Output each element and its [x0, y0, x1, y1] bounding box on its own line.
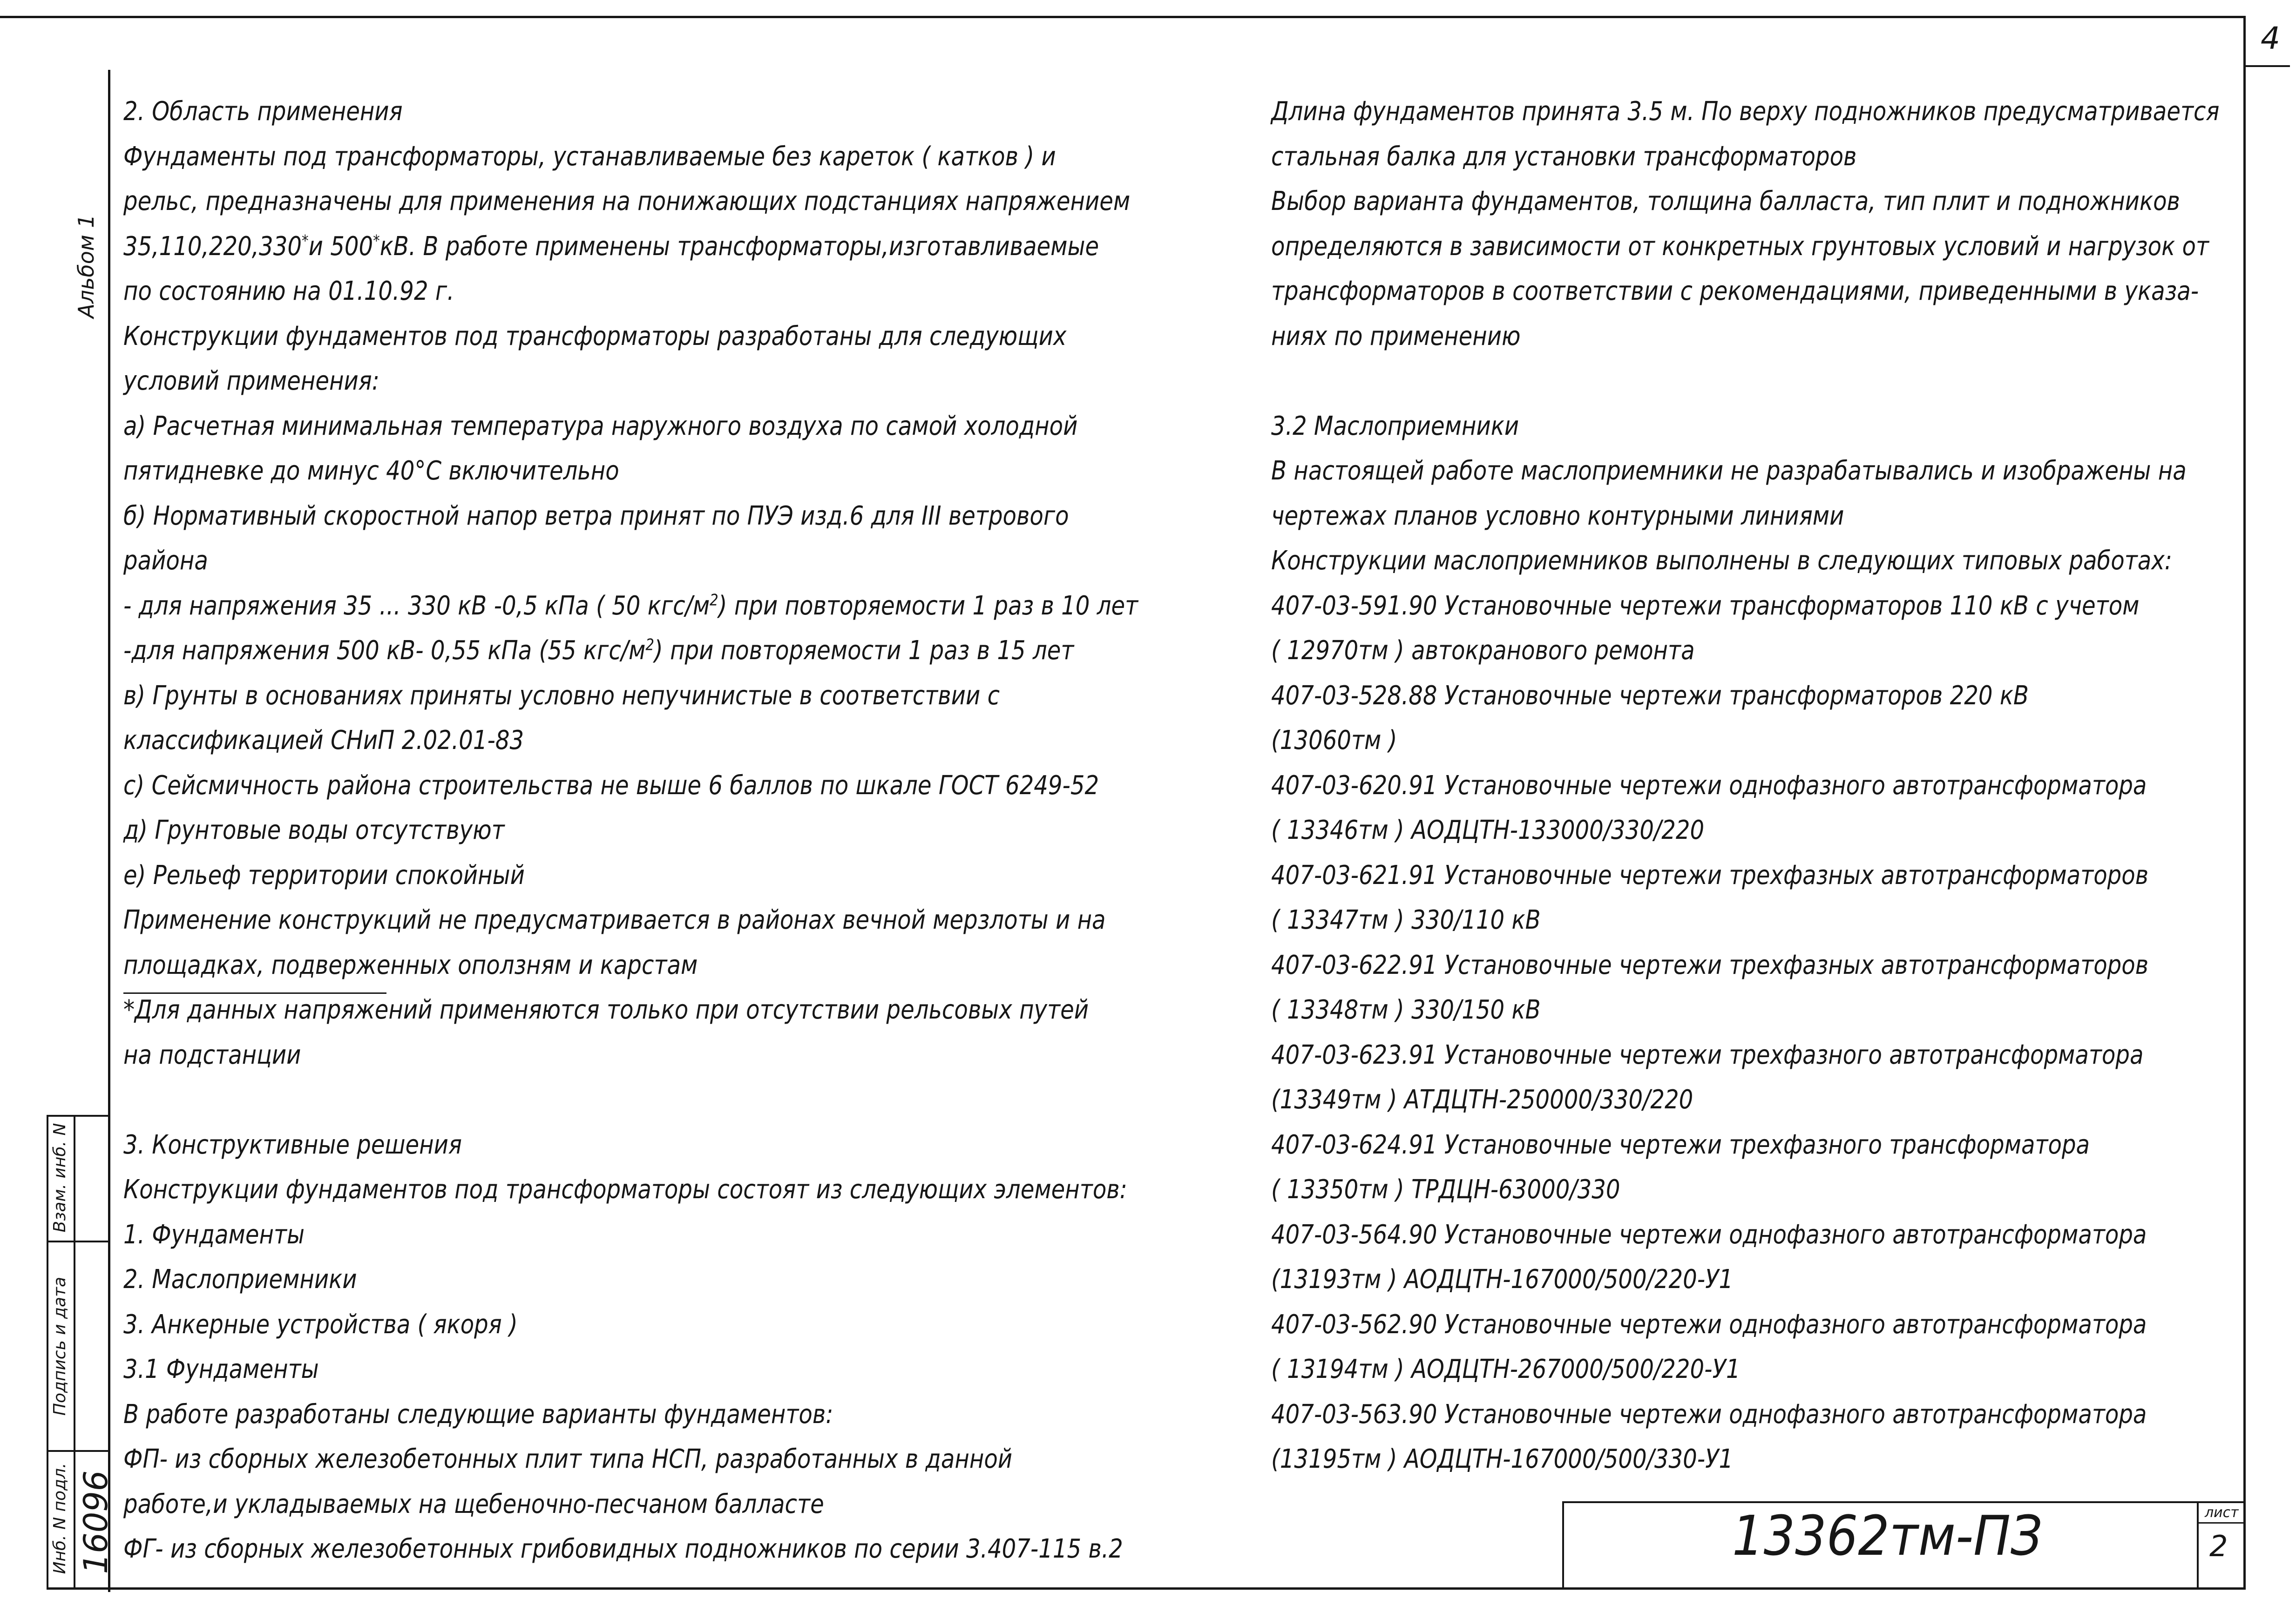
text-line: ниях по применению [1271, 321, 1521, 351]
text-line: 2. Маслоприемники [123, 1264, 357, 1295]
text-line: 407-03-622.91 Установочные чертежи трехфазных автотрансформаторов [1271, 950, 2149, 980]
text-line [123, 228, 1099, 265]
stamp-sign-label: Подпись и дата [50, 1276, 69, 1416]
title-block-left-line [1562, 1501, 1564, 1590]
text-line: условий применения: [123, 366, 379, 396]
text-line: е) Рельеф территории спокойный [123, 860, 525, 891]
text-segment: - для напряжения 35 ... 330 кВ -0,5 кПа ( 50 кгс/м [123, 590, 710, 621]
text-line: Конструкции фундаментов под трансформаторы разработаны для следующих [123, 321, 1067, 351]
text-line: В работе разработаны следующие варианты фундаментов: [123, 1399, 833, 1430]
text-line: 407-03-620.91 Установочные чертежи однофазного автотрансформатора [1271, 770, 2147, 801]
frame-bottom-line [47, 1587, 2246, 1590]
text-line: классификацией СНиП 2.02.01-83 [123, 725, 524, 756]
document-designation: 13362тм-ПЗ [1732, 1504, 2043, 1568]
text-line: В настоящей работе маслоприемники не разрабатывались и изображены на [1271, 456, 2187, 486]
superscript: * [301, 231, 309, 250]
text-segment: ) при повторяемости 1 раз в 15 лет [654, 635, 1074, 666]
sheet-label: лист [2205, 1505, 2239, 1521]
text-line: (13349тм ) АТДЦТН-250000/330/220 [1271, 1085, 1693, 1115]
text-line [123, 632, 1074, 669]
text-line: (13193тм ) АОДЦТН-167000/500/220-У1 [1271, 1264, 1734, 1295]
text-line: ( 13347тм ) 330/110 кВ [1271, 905, 1541, 935]
text-line: ( 13194тм ) АОДЦТН-267000/500/220-У1 [1271, 1354, 1741, 1384]
text-line: (13060тм ) [1271, 725, 1397, 756]
text-line: 407-03-591.90 Установочные чертежи трансформаторов 110 кВ с учетом [1271, 590, 2140, 621]
text-line: ФГ- из сборных железобетонных грибовидных подножников по серии 3.407-115 в.2 [123, 1534, 1123, 1564]
text-line: 407-03-563.90 Установочные чертежи однофазного автотрансформатора [1271, 1399, 2147, 1430]
frame-top-line [0, 16, 2244, 18]
text-line: 1. Фундаменты [123, 1219, 305, 1250]
text-line: Фундаменты под трансформаторы, устанавливаемые без кареток ( катков ) и [123, 141, 1056, 172]
text-line: 407-03-528.88 Установочные чертежи трансформаторов 220 кВ [1271, 680, 2029, 711]
title-block-sheet-line [2197, 1501, 2199, 1590]
text-line: 407-03-623.91 Установочные чертежи трехфазного автотрансформатора [1271, 1039, 2144, 1070]
stamp-top-line [47, 1115, 110, 1117]
sheet-number: 2 [2209, 1529, 2228, 1563]
text-line: 3. Анкерные устройства ( якоря ) [123, 1309, 518, 1340]
text-line: ( 13346тм ) АОДЦТН-133000/330/220 [1271, 815, 1705, 845]
text-line: ( 13348тм ) 330/150 кВ [1271, 995, 1541, 1025]
text-line: 407-03-621.91 Установочные чертежи трехфазных автотрансформаторов [1271, 860, 2149, 891]
text-segment: -для напряжения 500 кВ- 0,55 кПа (55 кгс/м [123, 635, 646, 666]
stamp-inv-label: Инб. N подл. [50, 1463, 69, 1574]
text-line: рельс, предназначены для применения на понижающих подстанциях напряжением [123, 186, 1131, 216]
text-line: по состоянию на 01.10.92 г. [123, 276, 454, 306]
stamp-replaced-label: Взам. инб. N [50, 1123, 69, 1233]
text-line: чертежах планов условно контурными линиями [1271, 500, 1844, 531]
text-line: д) Грунтовые воды отсутствуют [123, 815, 505, 845]
frame-right-line [2243, 16, 2246, 1589]
text-line: ФП- из сборных железобетонных плит типа НСП, разработанных в данной [123, 1444, 1013, 1474]
text-line: Выбор варианта фундаментов, толщина балласта, тип плит и подножников [1271, 186, 2180, 216]
text-line: пятидневке до минус 40°С включительно [123, 456, 619, 486]
text-line: в) Грунты в основаниях приняты условно непучинистые в соответствии с [123, 680, 1000, 711]
text-line: ( 13350тм ) ТРДЦН-63000/330 [1271, 1174, 1620, 1205]
text-line: района [123, 546, 208, 576]
text-line: площадках, подверженных оползням и карстам [123, 950, 698, 980]
text-line: работе,и укладываемых на щебеночно-песчаном балласте [123, 1489, 824, 1519]
text-segment: и 500 [308, 231, 373, 262]
frame-left-line [108, 70, 110, 1592]
text-line: с) Сейсмичность района строительства не выше 6 баллов по шкале ГОСТ 6249-52 [123, 770, 1099, 801]
text-line: 3.2 Маслоприемники [1271, 411, 1519, 441]
page-number-mark [2243, 65, 2290, 67]
text-line: а) Расчетная минимальная температура наружного воздуха по самой холодной [123, 411, 1078, 441]
text-line: 3. Конструктивные решения [123, 1129, 462, 1160]
text-line: Конструкции маслоприемников выполнены в следующих типовых работах: [1271, 546, 2172, 576]
text-line: определяются в зависимости от конкретных грунтовых условий и нагрузок от [1271, 231, 2209, 262]
text-line: Длина фундаментов принята 3.5 м. По верху подножников предусматривается [1271, 96, 2220, 127]
text-line: на подстанции [123, 1039, 301, 1070]
text-segment: ) при повторяемости 1 раз в 10 лет [718, 590, 1138, 621]
stamp-inner-line [74, 1115, 75, 1590]
text-line: трансформаторов в соответствии с рекомендациями, приведенными в указа- [1271, 276, 2199, 306]
text-segment: 35,110,220,330 [123, 231, 302, 262]
album-label: Альбом 1 [74, 214, 99, 318]
text-line [123, 587, 1138, 625]
text-line: 2. Область применения [123, 96, 403, 127]
superscript: * [373, 231, 380, 250]
text-line: б) Нормативный скоростной напор ветра принят по ПУЭ изд.6 для III ветрового [123, 500, 1069, 531]
text-line: 407-03-624.91 Установочные чертежи трехфазного трансформатора [1271, 1129, 2090, 1160]
text-line: 407-03-562.90 Установочные чертежи однофазного автотрансформатора [1271, 1309, 2147, 1340]
stamp-inv-value: 16096 [77, 1470, 115, 1574]
text-line: *Для данных напряжений применяются только при отсутствии рельсовых путей [123, 995, 1089, 1025]
text-line: стальная балка для установки трансформаторов [1271, 141, 1857, 172]
text-line: 3.1 Фундаменты [123, 1354, 319, 1384]
text-segment: кВ. В работе применены трансформаторы,изготавливаемые [379, 231, 1099, 262]
stamp-divider-1 [47, 1241, 110, 1242]
text-line: 407-03-564.90 Установочные чертежи однофазного автотрансформатора [1271, 1219, 2147, 1250]
superscript: 2 [645, 635, 654, 654]
title-block-top-line [1562, 1501, 2246, 1503]
text-line: (13195тм ) АОДЦТН-167000/500/330-У1 [1271, 1444, 1734, 1474]
superscript: 2 [710, 590, 718, 609]
text-line: Применение конструкций не предусматривается в районах вечной мерзлоты и на [123, 905, 1106, 935]
text-line: ( 12970тм ) автокранового ремонта [1271, 635, 1695, 666]
title-block-sheet-divider [2197, 1522, 2246, 1524]
page-number: 4 [2261, 20, 2280, 56]
stamp-outer-line [47, 1115, 48, 1590]
stamp-divider-2 [47, 1450, 110, 1452]
text-line: Конструкции фундаментов под трансформаторы состоят из следующих элементов: [123, 1174, 1127, 1205]
